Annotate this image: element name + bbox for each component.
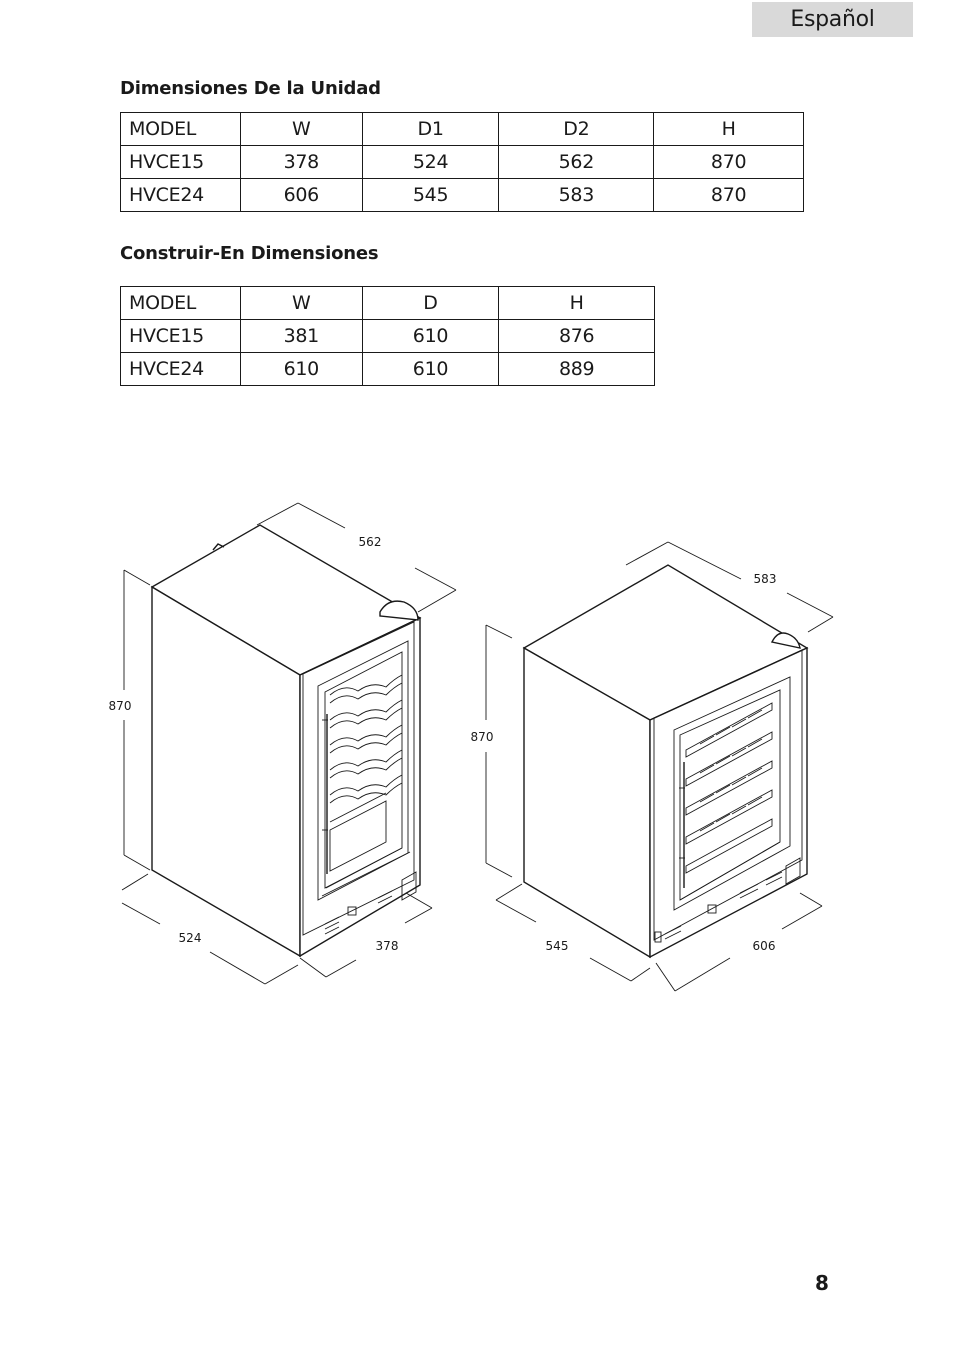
hvce24-drawing (486, 542, 833, 991)
table-header-cell: D1 (362, 113, 499, 146)
table-cell: 606 (240, 179, 362, 212)
table-header-cell: W (240, 287, 362, 320)
table-header-cell: D (362, 287, 499, 320)
table-cell: 610 (240, 353, 362, 386)
table-cell: 610 (362, 320, 499, 353)
hvce15-d1-label: 524 (178, 931, 202, 945)
table-cell: 870 (654, 146, 804, 179)
table-header-cell: H (654, 113, 804, 146)
table-cell: HVCE15 (121, 146, 241, 179)
hvce15-w-label: 378 (375, 939, 399, 953)
table-cell: 610 (362, 353, 499, 386)
table-cell: 889 (499, 353, 655, 386)
table-header-cell: MODEL (121, 113, 241, 146)
hvce24-w-label: 606 (752, 939, 776, 953)
table-header-cell: H (499, 287, 655, 320)
unit-dimensions-heading: Dimensiones De la Unidad (120, 78, 381, 99)
hvce15-drawing (122, 503, 456, 984)
table-cell: 870 (654, 179, 804, 212)
table-cell: 583 (499, 179, 654, 212)
table-cell: 545 (362, 179, 499, 212)
table-cell: HVCE15 (121, 320, 241, 353)
table-header-cell: D2 (499, 113, 654, 146)
table-cell: HVCE24 (121, 179, 241, 212)
table-cell: 562 (499, 146, 654, 179)
hvce15-cabinet (152, 525, 420, 956)
hvce24-h-label: 870 (470, 730, 494, 744)
table-cell: 381 (240, 320, 362, 353)
table-header-cell: W (240, 113, 362, 146)
hvce24-d1-label: 545 (545, 939, 569, 953)
table-cell: HVCE24 (121, 353, 241, 386)
table-cell: 524 (362, 146, 499, 179)
table-cell: 876 (499, 320, 655, 353)
table-cell: 378 (240, 146, 362, 179)
builtin-dimensions-heading: Construir-En Dimensiones (120, 243, 379, 264)
page-number: 8 (815, 1271, 829, 1295)
hvce15-h-label: 870 (108, 699, 132, 713)
hvce24-d2-label: 583 (753, 572, 777, 586)
hvce15-d2-label: 562 (358, 535, 382, 549)
hvce24-cabinet (524, 565, 807, 957)
table-header-cell: MODEL (121, 287, 241, 320)
language-tab: Español (752, 2, 913, 37)
